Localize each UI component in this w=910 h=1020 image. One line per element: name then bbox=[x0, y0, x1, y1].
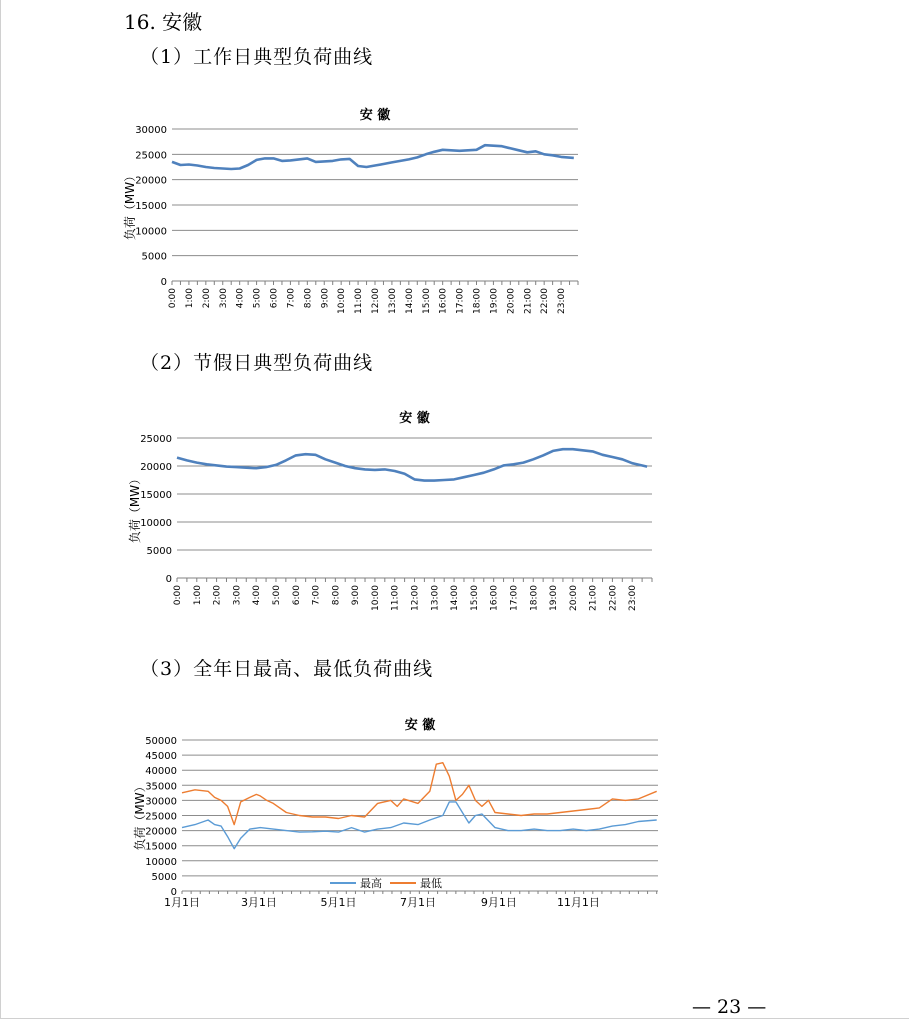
x-tick-label: 18:00 bbox=[529, 585, 540, 611]
x-tick-label: 19:00 bbox=[549, 585, 560, 611]
x-tick-label: 22:00 bbox=[608, 585, 619, 611]
y-tick-label: 10000 bbox=[145, 856, 177, 868]
section-title: 16. 安徽 bbox=[124, 10, 203, 34]
x-tick-label: 15:00 bbox=[469, 585, 480, 611]
x-tick-label: 6:00 bbox=[269, 288, 280, 309]
y-tick-label: 50000 bbox=[145, 736, 177, 747]
x-tick-label: 2:00 bbox=[212, 585, 223, 606]
x-tick-label: 10:00 bbox=[337, 288, 348, 314]
y-axis-label: 负荷（MW） bbox=[128, 472, 142, 544]
x-tick-label: 21:00 bbox=[588, 585, 599, 611]
x-tick-label: 23:00 bbox=[628, 585, 639, 611]
annual-max-min-load-chart bbox=[0, 710, 910, 920]
y-tick-label: 45000 bbox=[145, 751, 177, 763]
x-tick-label: 4:00 bbox=[235, 288, 246, 309]
x-tick-label: 23:00 bbox=[557, 288, 568, 314]
x-tick-label: 8:00 bbox=[303, 288, 314, 309]
y-tick-label: 15000 bbox=[135, 201, 167, 212]
y-axis-label: 负荷（MW） bbox=[133, 780, 147, 851]
y-tick-label: 5000 bbox=[151, 871, 177, 883]
x-tick-label: 8:00 bbox=[331, 585, 342, 606]
x-tick-label: 2:00 bbox=[201, 288, 212, 309]
y-tick-label: 30000 bbox=[135, 125, 167, 136]
x-tick-label: 18:00 bbox=[472, 288, 483, 314]
chart-title: 安 徽 bbox=[399, 411, 430, 426]
x-tick-label: 0:00 bbox=[173, 585, 183, 606]
x-tick-label: 1:00 bbox=[192, 585, 203, 606]
y-tick-label: 0 bbox=[170, 887, 177, 898]
x-tick-label: 12:00 bbox=[371, 288, 381, 314]
series-line-1 bbox=[172, 145, 574, 169]
y-tick-label: 40000 bbox=[145, 766, 177, 778]
y-tick-label: 20000 bbox=[145, 826, 177, 838]
y-tick-label: 0 bbox=[165, 574, 172, 585]
x-tick-label: 0:00 bbox=[168, 288, 178, 309]
x-tick-label: 11月1日 bbox=[556, 896, 600, 909]
x-tick-label: 21:00 bbox=[523, 288, 534, 314]
x-tick-label: 20:00 bbox=[506, 288, 517, 314]
x-tick-label: 1:00 bbox=[184, 288, 195, 309]
x-tick-label: 15:00 bbox=[421, 288, 432, 314]
legend-label: 最低 bbox=[420, 877, 442, 890]
x-tick-label: 13:00 bbox=[387, 288, 398, 314]
x-tick-label: 3:00 bbox=[232, 585, 243, 606]
x-tick-label: 3月1日 bbox=[240, 896, 277, 909]
y-tick-label: 15000 bbox=[145, 841, 177, 853]
x-tick-label: 10:00 bbox=[370, 585, 381, 611]
y-tick-label: 10000 bbox=[140, 518, 172, 529]
x-tick-label: 7:00 bbox=[286, 288, 297, 309]
y-tick-label: 35000 bbox=[145, 781, 177, 793]
y-tick-label: 25000 bbox=[140, 434, 172, 445]
y-tick-label: 25000 bbox=[135, 150, 167, 162]
x-tick-label: 12:00 bbox=[410, 585, 421, 611]
x-tick-label: 4:00 bbox=[252, 585, 263, 606]
x-tick-label: 1月1日 bbox=[164, 896, 200, 909]
x-tick-label: 17:00 bbox=[455, 288, 466, 314]
x-tick-label: 16:00 bbox=[489, 585, 500, 611]
y-tick-label: 5000 bbox=[141, 251, 167, 263]
page-number: — 23 — bbox=[692, 996, 767, 1018]
y-tick-label: 10000 bbox=[135, 226, 167, 238]
x-tick-label: 5月1日 bbox=[320, 896, 357, 909]
x-tick-label: 17:00 bbox=[509, 585, 520, 611]
x-tick-label: 11:00 bbox=[390, 585, 401, 611]
subsection-title-1: （1）工作日典型负荷曲线 bbox=[140, 46, 374, 68]
subsection-title-3: （3）全年日最高、最低负荷曲线 bbox=[140, 658, 434, 680]
x-tick-label: 16:00 bbox=[438, 288, 449, 314]
holiday-load-chart bbox=[0, 400, 910, 630]
x-tick-label: 7月1日 bbox=[400, 896, 437, 909]
x-tick-label: 9:00 bbox=[320, 288, 331, 309]
x-tick-label: 19:00 bbox=[489, 288, 500, 314]
y-tick-label: 0 bbox=[160, 277, 167, 288]
x-tick-label: 3:00 bbox=[218, 288, 229, 309]
y-tick-label: 5000 bbox=[146, 546, 172, 557]
x-tick-label: 20:00 bbox=[568, 585, 579, 611]
x-tick-label: 14:00 bbox=[450, 585, 461, 611]
y-tick-label: 30000 bbox=[145, 796, 177, 808]
chart-title: 安 徽 bbox=[404, 718, 436, 733]
x-tick-label: 11:00 bbox=[354, 288, 365, 314]
x-tick-label: 7:00 bbox=[311, 585, 322, 606]
x-tick-label: 9月1日 bbox=[480, 896, 517, 909]
workday-load-chart bbox=[0, 95, 910, 325]
legend-label: 最高 bbox=[360, 877, 382, 890]
x-tick-label: 6:00 bbox=[291, 585, 302, 606]
x-tick-label: 9:00 bbox=[351, 585, 362, 606]
y-tick-label: 25000 bbox=[145, 811, 177, 823]
y-axis-label: 负荷（MW） bbox=[123, 169, 137, 241]
x-tick-label: 13:00 bbox=[430, 585, 441, 611]
series-line-1 bbox=[177, 449, 647, 480]
x-tick-label: 14:00 bbox=[404, 288, 415, 314]
x-tick-label: 5:00 bbox=[271, 585, 282, 606]
subsection-title-2: （2）节假日典型负荷曲线 bbox=[140, 352, 374, 374]
y-tick-label: 20000 bbox=[140, 462, 172, 473]
x-tick-label: 22:00 bbox=[540, 288, 551, 314]
y-tick-label: 15000 bbox=[140, 490, 172, 501]
chart-title: 安 徽 bbox=[359, 108, 391, 123]
y-tick-label: 20000 bbox=[135, 175, 167, 187]
x-tick-label: 5:00 bbox=[252, 288, 263, 309]
